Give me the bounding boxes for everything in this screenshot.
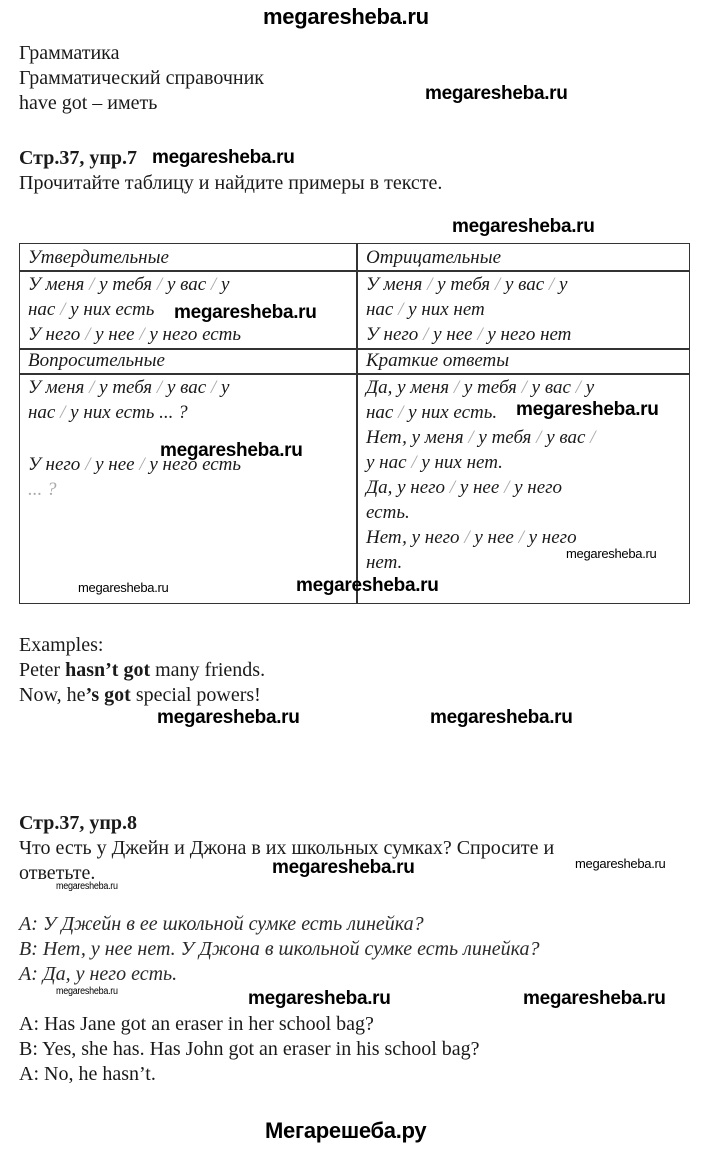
interrogative-line: ... ?	[28, 479, 57, 500]
table-column-divider	[356, 244, 358, 603]
example-2: Now, he’s got special powers!	[19, 684, 261, 706]
short-answer-line: нас / у них есть.	[366, 402, 498, 423]
english-dialog-line: B: Yes, she has. Has John got an eraser in his school bag?	[19, 1038, 480, 1060]
example-1: Peter hasn’t got many friends.	[19, 659, 266, 681]
interrogative-line: У меня / у тебя / у вас / у	[28, 377, 230, 398]
russian-dialog-line: A: Да, у него есть.	[19, 963, 178, 985]
watermark: megaresheba.ru	[425, 83, 568, 104]
negative-line: нас / у них нет	[366, 299, 485, 320]
english-dialog-line: A: No, he hasn’t.	[19, 1063, 156, 1085]
header-interrogative: Вопросительные	[28, 350, 165, 371]
header-have-got: have got – иметь	[19, 92, 158, 114]
exercise7-title: Стр.37, упр.7	[19, 147, 138, 169]
affirmative-line: У него / у нее / у него есть	[28, 324, 242, 345]
header-affirmative: Утвердительные	[28, 247, 169, 268]
watermark: megaresheba.ru	[174, 302, 317, 323]
watermark: megaresheba.ru	[430, 707, 573, 728]
short-answer-line: Да, у меня / у тебя / у вас / у	[366, 377, 595, 398]
header-negative: Отрицательные	[366, 247, 502, 268]
watermark: megaresheba.ru	[56, 986, 118, 997]
header-grammar: Грамматика	[19, 42, 120, 64]
watermark: megaresheba.ru	[272, 857, 415, 878]
affirmative-line: нас / у них есть	[28, 299, 155, 320]
watermark-top: megaresheba.ru	[263, 4, 429, 29]
negative-line: У него / у нее / у него нет	[366, 324, 572, 345]
exercise8-instruction-line1: Что есть у Джейн и Джона в их школьных сумках? Спросите и	[19, 837, 555, 859]
exercise8-instruction-line2: ответьте.	[19, 862, 96, 884]
short-answer-line: Да, у него / у нее / у него	[366, 477, 563, 498]
watermark-footer: Мегарешеба.ру	[265, 1118, 427, 1143]
watermark: megaresheba.ru	[516, 399, 659, 420]
header-reference: Грамматический справочник	[19, 67, 265, 89]
exercise8-title: Стр.37, упр.8	[19, 812, 138, 834]
russian-dialog-line: A: У Джейн в ее школьной сумке есть линейка?	[19, 913, 424, 935]
watermark: megaresheba.ru	[566, 546, 657, 561]
watermark: megaresheba.ru	[575, 856, 666, 871]
exercise7-instruction: Прочитайте таблицу и найдите примеры в тексте.	[19, 172, 443, 194]
english-dialog-line: A: Has Jane got an eraser in her school bag?	[19, 1013, 374, 1035]
interrogative-cell	[28, 375, 241, 502]
watermark: megaresheba.ru	[296, 575, 439, 596]
watermark: megaresheba.ru	[160, 440, 303, 461]
watermark: megaresheba.ru	[56, 881, 118, 892]
watermark: megaresheba.ru	[78, 580, 169, 595]
affirmative-line: У меня / у тебя / у вас / у	[28, 274, 230, 295]
watermark: megaresheba.ru	[248, 988, 391, 1009]
header-short-answers: Краткие ответы	[366, 350, 510, 371]
interrogative-line: У него / у нее / у него есть	[28, 454, 242, 475]
short-answer-line: Нет, у него / у нее / у него	[366, 527, 577, 548]
russian-dialog-line: B: Нет, у нее нет. У Джона в школьной сумке есть линейка?	[19, 938, 540, 960]
short-answer-line: у нас / у них нет.	[366, 452, 503, 473]
short-answer-line: есть.	[366, 502, 410, 523]
watermark: megaresheba.ru	[523, 988, 666, 1009]
watermark: megaresheba.ru	[452, 216, 595, 237]
negative-cell	[366, 272, 571, 347]
examples-label: Examples:	[19, 634, 104, 656]
negative-line: У меня / у тебя / у вас / у	[366, 274, 568, 295]
watermark: megaresheba.ru	[157, 707, 300, 728]
short-answer-line: нет.	[366, 552, 403, 573]
interrogative-line: нас / у них есть ... ?	[28, 402, 188, 423]
watermark: megaresheba.ru	[152, 147, 295, 168]
short-answer-line: Нет, у меня / у тебя / у вас /	[366, 427, 596, 448]
